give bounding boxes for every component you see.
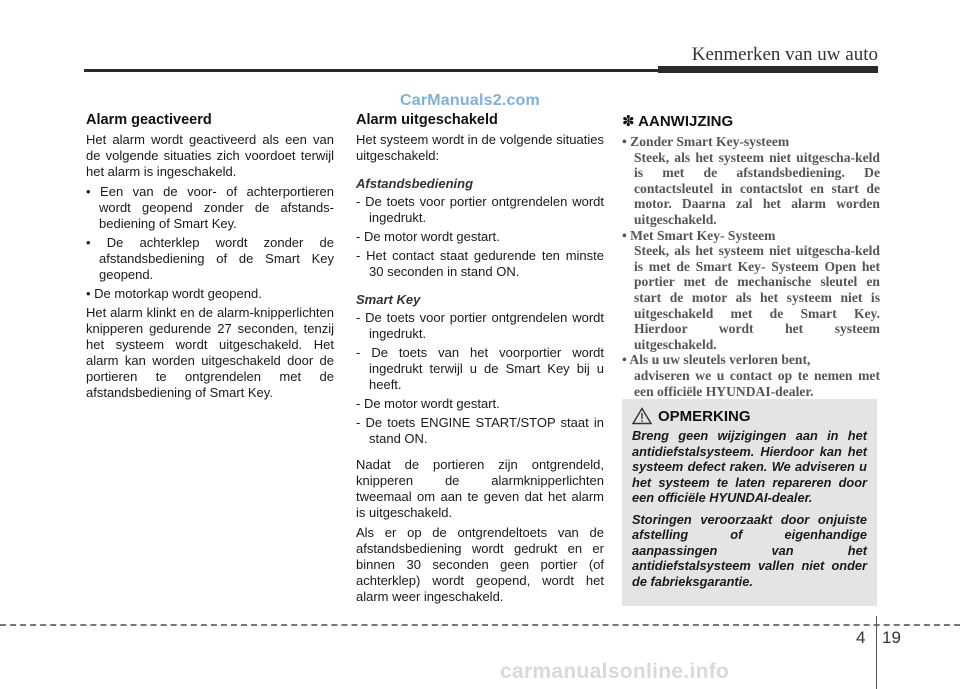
section-header-title: Kenmerken van uw auto	[691, 44, 878, 65]
watermark-top: CarManuals2.com	[400, 92, 540, 109]
note-item-label: • Als u uw sleutels verloren bent,	[622, 352, 811, 368]
list-item	[622, 134, 880, 228]
watermark-bottom: carmanualsonline.info	[500, 660, 730, 683]
note-item-label: • Zonder Smart Key-systeem	[622, 134, 790, 149]
note-item-text: Steek, als het systeem niet uitgescha-keld is met de Smart Key- Systeem Open het portier met de mechanische sleutel en start de motor als het systeem niet is uitgeschakeld met de Smart Key. Hierdoor wordt het systeem uitgeschakeld.	[634, 243, 880, 352]
note-item-label: • Met Smart Key- Systeem	[622, 227, 776, 243]
column-alarm-activated	[86, 112, 334, 401]
caution-text-1: Breng geen wijzigingen aan in het antidiefstalsysteem. Hierdoor kan het systeem defect raken. We adviseren u het systeem te laten repareren door een officiële HYUNDAI-dealer.	[632, 428, 867, 505]
alarm-activated-intro: Het alarm wordt geactiveerd als een van de volgende situaties zich voordoet terwijl het alarm is ingeschakeld.	[86, 132, 334, 179]
list-item: - De motor wordt gestart.	[356, 229, 500, 244]
list-item: • De achterklep wordt zonder de afstandsbediening of de Smart Key geopend.	[86, 235, 334, 282]
subheading-remote: Afstandsbediening	[356, 176, 474, 191]
subheading-smart-key: Smart Key	[356, 292, 421, 307]
list-item: • De motorkap wordt geopend.	[86, 286, 262, 301]
page-number-divider	[876, 616, 877, 689]
list-item: - De toets ENGINE START/STOP staat in stand ON.	[356, 415, 604, 446]
list-item: - De motor wordt gestart.	[356, 396, 500, 411]
remote-list	[356, 194, 604, 280]
chapter-number: 4	[856, 628, 866, 647]
caution-box	[622, 399, 877, 606]
page-number: 19	[882, 628, 901, 647]
caution-text-2: Storingen veroorzaakt door onjuiste afstelling of eigenhandige aanpassingen van het antidiefstalsysteem vallen niet onder de fabrieksgarantie.	[632, 511, 867, 589]
list-item: - De toets van het voorportier wordt ingedrukt terwijl u de Smart Key bij u heeft.	[356, 345, 604, 392]
note-item-text: Steek, als het systeem niet uitgescha-keld is met de afstandsbediening. De contactsleutel in contactslot en start de motor. Daarna zal het alarm worden uitgeschakeld.	[634, 149, 880, 227]
list-item: - De toets voor portier ontgrendelen wordt ingedrukt.	[356, 194, 604, 225]
caution-title: OPMERKING	[658, 407, 751, 425]
alarm-deactivated-intro: Het systeem wordt in de volgende situaties uitgeschakeld:	[356, 132, 604, 163]
note-list	[622, 134, 880, 399]
column-alarm-deactivated	[356, 112, 604, 605]
note-item-text: adviseren we u contact op te nemen met een officiële HYUNDAI-dealer.	[634, 367, 880, 399]
column-note	[622, 112, 880, 399]
smart-key-list	[356, 310, 604, 447]
unlock-paragraph: Nadat de portieren zijn ontgrendeld, knipperen de alarmknipperlichten tweemaal om aan te geven dat het alarm is uitgeschakeld.	[356, 457, 604, 520]
list-item: - Het contact staat gedurende ten minste 30 seconden in stand ON.	[356, 248, 604, 279]
list-item: • Een van de voor- of achterportieren wordt geopend zonder de afstands-bediening of Smart Key.	[86, 184, 334, 231]
caution-header	[632, 407, 867, 425]
header-rule-accent	[658, 66, 878, 73]
section-title-alarm-activated: Alarm geactiveerd	[86, 112, 212, 128]
alarm-activated-closing: Het alarm klinkt en de alarm-knipperlichten knipperen gedurende 27 seconden, tenzij het systeem wordt uitgeschakeld. Het alarm kan worden uitgeschakeld door de portieren te ontgrendelen met de afstandsbediening of Smart Key.	[86, 305, 334, 400]
list-item	[622, 352, 880, 399]
note-title: ✽ AANWIJZING	[622, 113, 734, 130]
alarm-activated-list	[86, 184, 334, 302]
section-title-alarm-deactivated: Alarm uitgeschakeld	[356, 112, 498, 128]
rearm-paragraph: Als er op de ontgrendeltoets van de afstandsbediening wordt gedrukt en er binnen 30 seconden geen portier (of achterklep) wordt geopend, wordt het alarm weer ingeschakeld.	[356, 525, 604, 604]
footer-rule	[0, 624, 960, 626]
warning-triangle-icon	[632, 407, 652, 425]
list-item: - De toets voor portier ontgrendelen wordt ingedrukt.	[356, 310, 604, 341]
list-item	[622, 228, 880, 353]
